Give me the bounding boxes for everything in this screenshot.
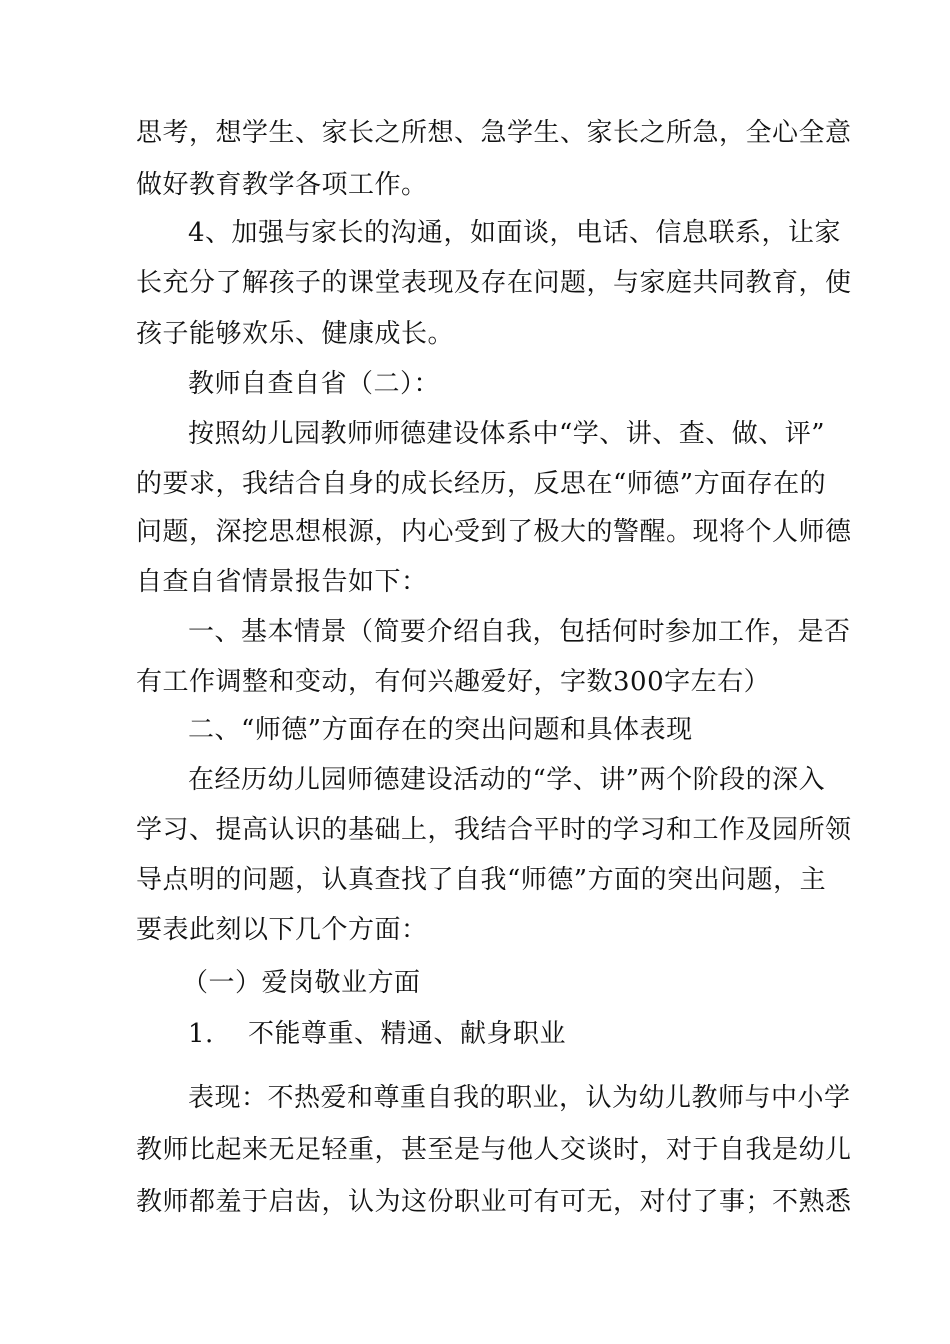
paragraph-line: 教师比起来无足轻重，甚至是与他人交谈时，对于自我是幼儿 <box>136 1135 852 1165</box>
paragraph-line: 的要求，我结合自身的成长经历，反思在“师德”方面存在的 <box>136 469 827 499</box>
list-number: 1. <box>188 1019 214 1049</box>
paragraph-line: 一、基本情景（简要介绍自我，包括何时参加工作，是否 <box>188 617 851 647</box>
paragraph-line: 4、加强与家长的沟通，如面谈，电话、信息联系，让家 <box>188 218 842 248</box>
paragraph-line: 有工作调整和变动，有何兴趣爱好，字数300字左右） <box>136 667 771 697</box>
paragraph-line: 长充分了解孩子的课堂表现及存在问题，与家庭共同教育，使 <box>136 268 852 298</box>
paragraph-line: 教师都羞于启齿，认为这份职业可有可无，对付了事；不熟悉 <box>136 1187 852 1217</box>
paragraph-line: 在经历幼儿园师德建设活动的“学、讲”两个阶段的深入 <box>188 765 826 795</box>
paragraph-line: 做好教育教学各项工作。 <box>136 170 428 200</box>
paragraph-line: 思考，想学生、家长之所想、急学生、家长之所急，全心全意 <box>136 118 852 148</box>
paragraph-line: 自查自省情景报告如下： <box>136 567 428 597</box>
paragraph-line: 要表此刻以下几个方面： <box>136 915 428 945</box>
list-item-title: 不能尊重、精通、献身职业 <box>248 1019 567 1049</box>
paragraph-line: 导点明的问题，认真查找了自我“师德”方面的突出问题，主 <box>136 865 827 895</box>
paragraph-line: 学习、提高认识的基础上，我结合平时的学习和工作及园所领 <box>136 815 852 845</box>
section-heading: 二、“师德”方面存在的突出问题和具体表现 <box>188 715 693 745</box>
paragraph-line: 问题，深挖思想根源，内心受到了极大的警醒。现将个人师德 <box>136 517 852 547</box>
paragraph-line: 按照幼儿园教师师德建设体系中“学、讲、查、做、评” <box>188 419 826 449</box>
paragraph-line: 表现：不热爱和尊重自我的职业，认为幼儿教师与中小学 <box>188 1083 851 1113</box>
section-heading: 教师自查自省（二）： <box>188 369 441 399</box>
subsection-heading: （一）爱岗敬业方面 <box>182 968 421 998</box>
paragraph-line: 孩子能够欢乐、健康成长。 <box>136 319 455 349</box>
